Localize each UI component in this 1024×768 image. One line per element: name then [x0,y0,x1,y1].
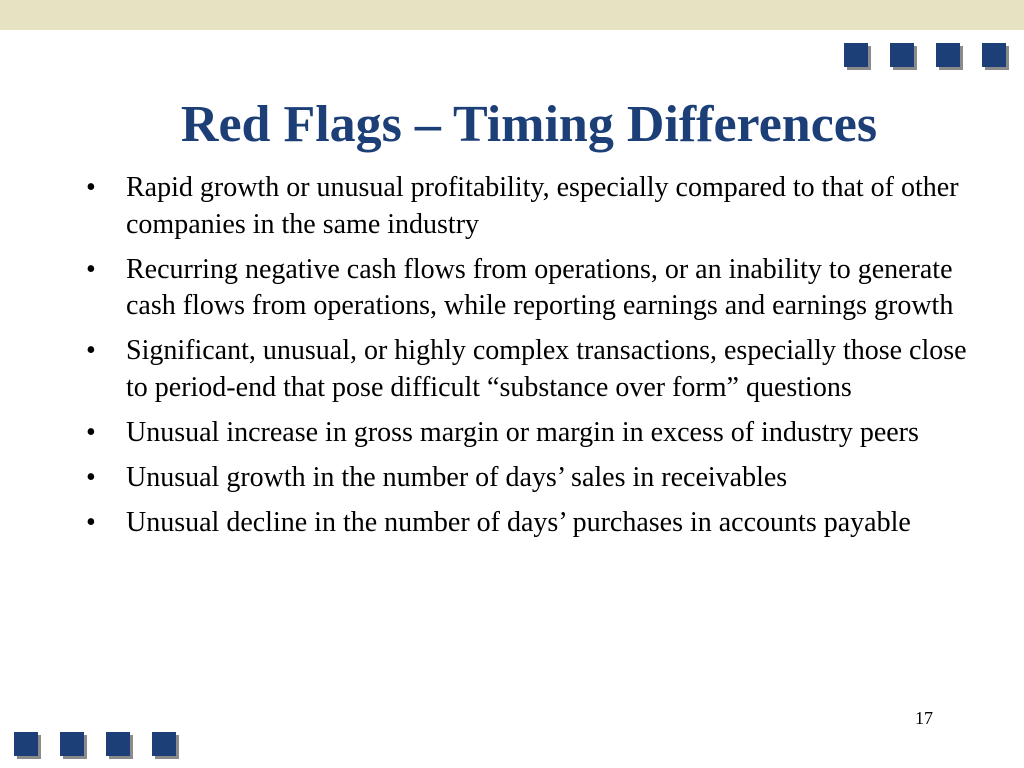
bullet-item [86,415,986,452]
bullet-text: Recurring negative cash flows from operations, or an inability to generate cash flows from operations, while reporting earnings and earnings growth [126,253,954,321]
decorative-square [982,43,1006,67]
bullet-text: Rapid growth or unusual profitability, especially compared to that of other companies in the same industry [126,172,959,240]
bullet-item [86,333,986,406]
bullet-icon: • [86,506,96,538]
bottom-left-decorative-squares [14,732,198,756]
decorative-square [152,732,176,756]
bullet-text: Unusual increase in gross margin or margin in excess of industry peers [126,416,919,448]
decorative-square [60,732,84,756]
decorative-square [14,732,38,756]
bullet-icon: • [86,335,96,366]
bullet-item [86,170,986,243]
slide-title: Red Flags – Timing Differences [180,96,878,153]
decorative-square [890,43,914,67]
top-decorative-band [0,0,1024,30]
bullet-icon: • [86,416,96,448]
bullet-text: Significant, unusual, or highly complex transactions, especially those close to period-end that pose difficult “substance over form” questions [126,335,967,403]
bullet-icon: • [86,461,96,493]
bullet-list [86,170,986,550]
top-right-decorative-squares [844,43,1024,67]
bullet-icon: • [86,172,96,203]
decorative-square [106,732,130,756]
bullet-icon: • [86,253,96,285]
bullet-item [86,460,986,497]
page-number: 17 [915,708,933,728]
decorative-square [936,43,960,67]
bullet-text: Unusual growth in the number of days’ sales in receivables [126,461,788,493]
bullet-item [86,252,986,325]
bullet-item [86,505,986,542]
decorative-square [844,43,868,67]
bullet-text: Unusual decline in the number of days’ purchases in accounts payable [126,506,911,538]
